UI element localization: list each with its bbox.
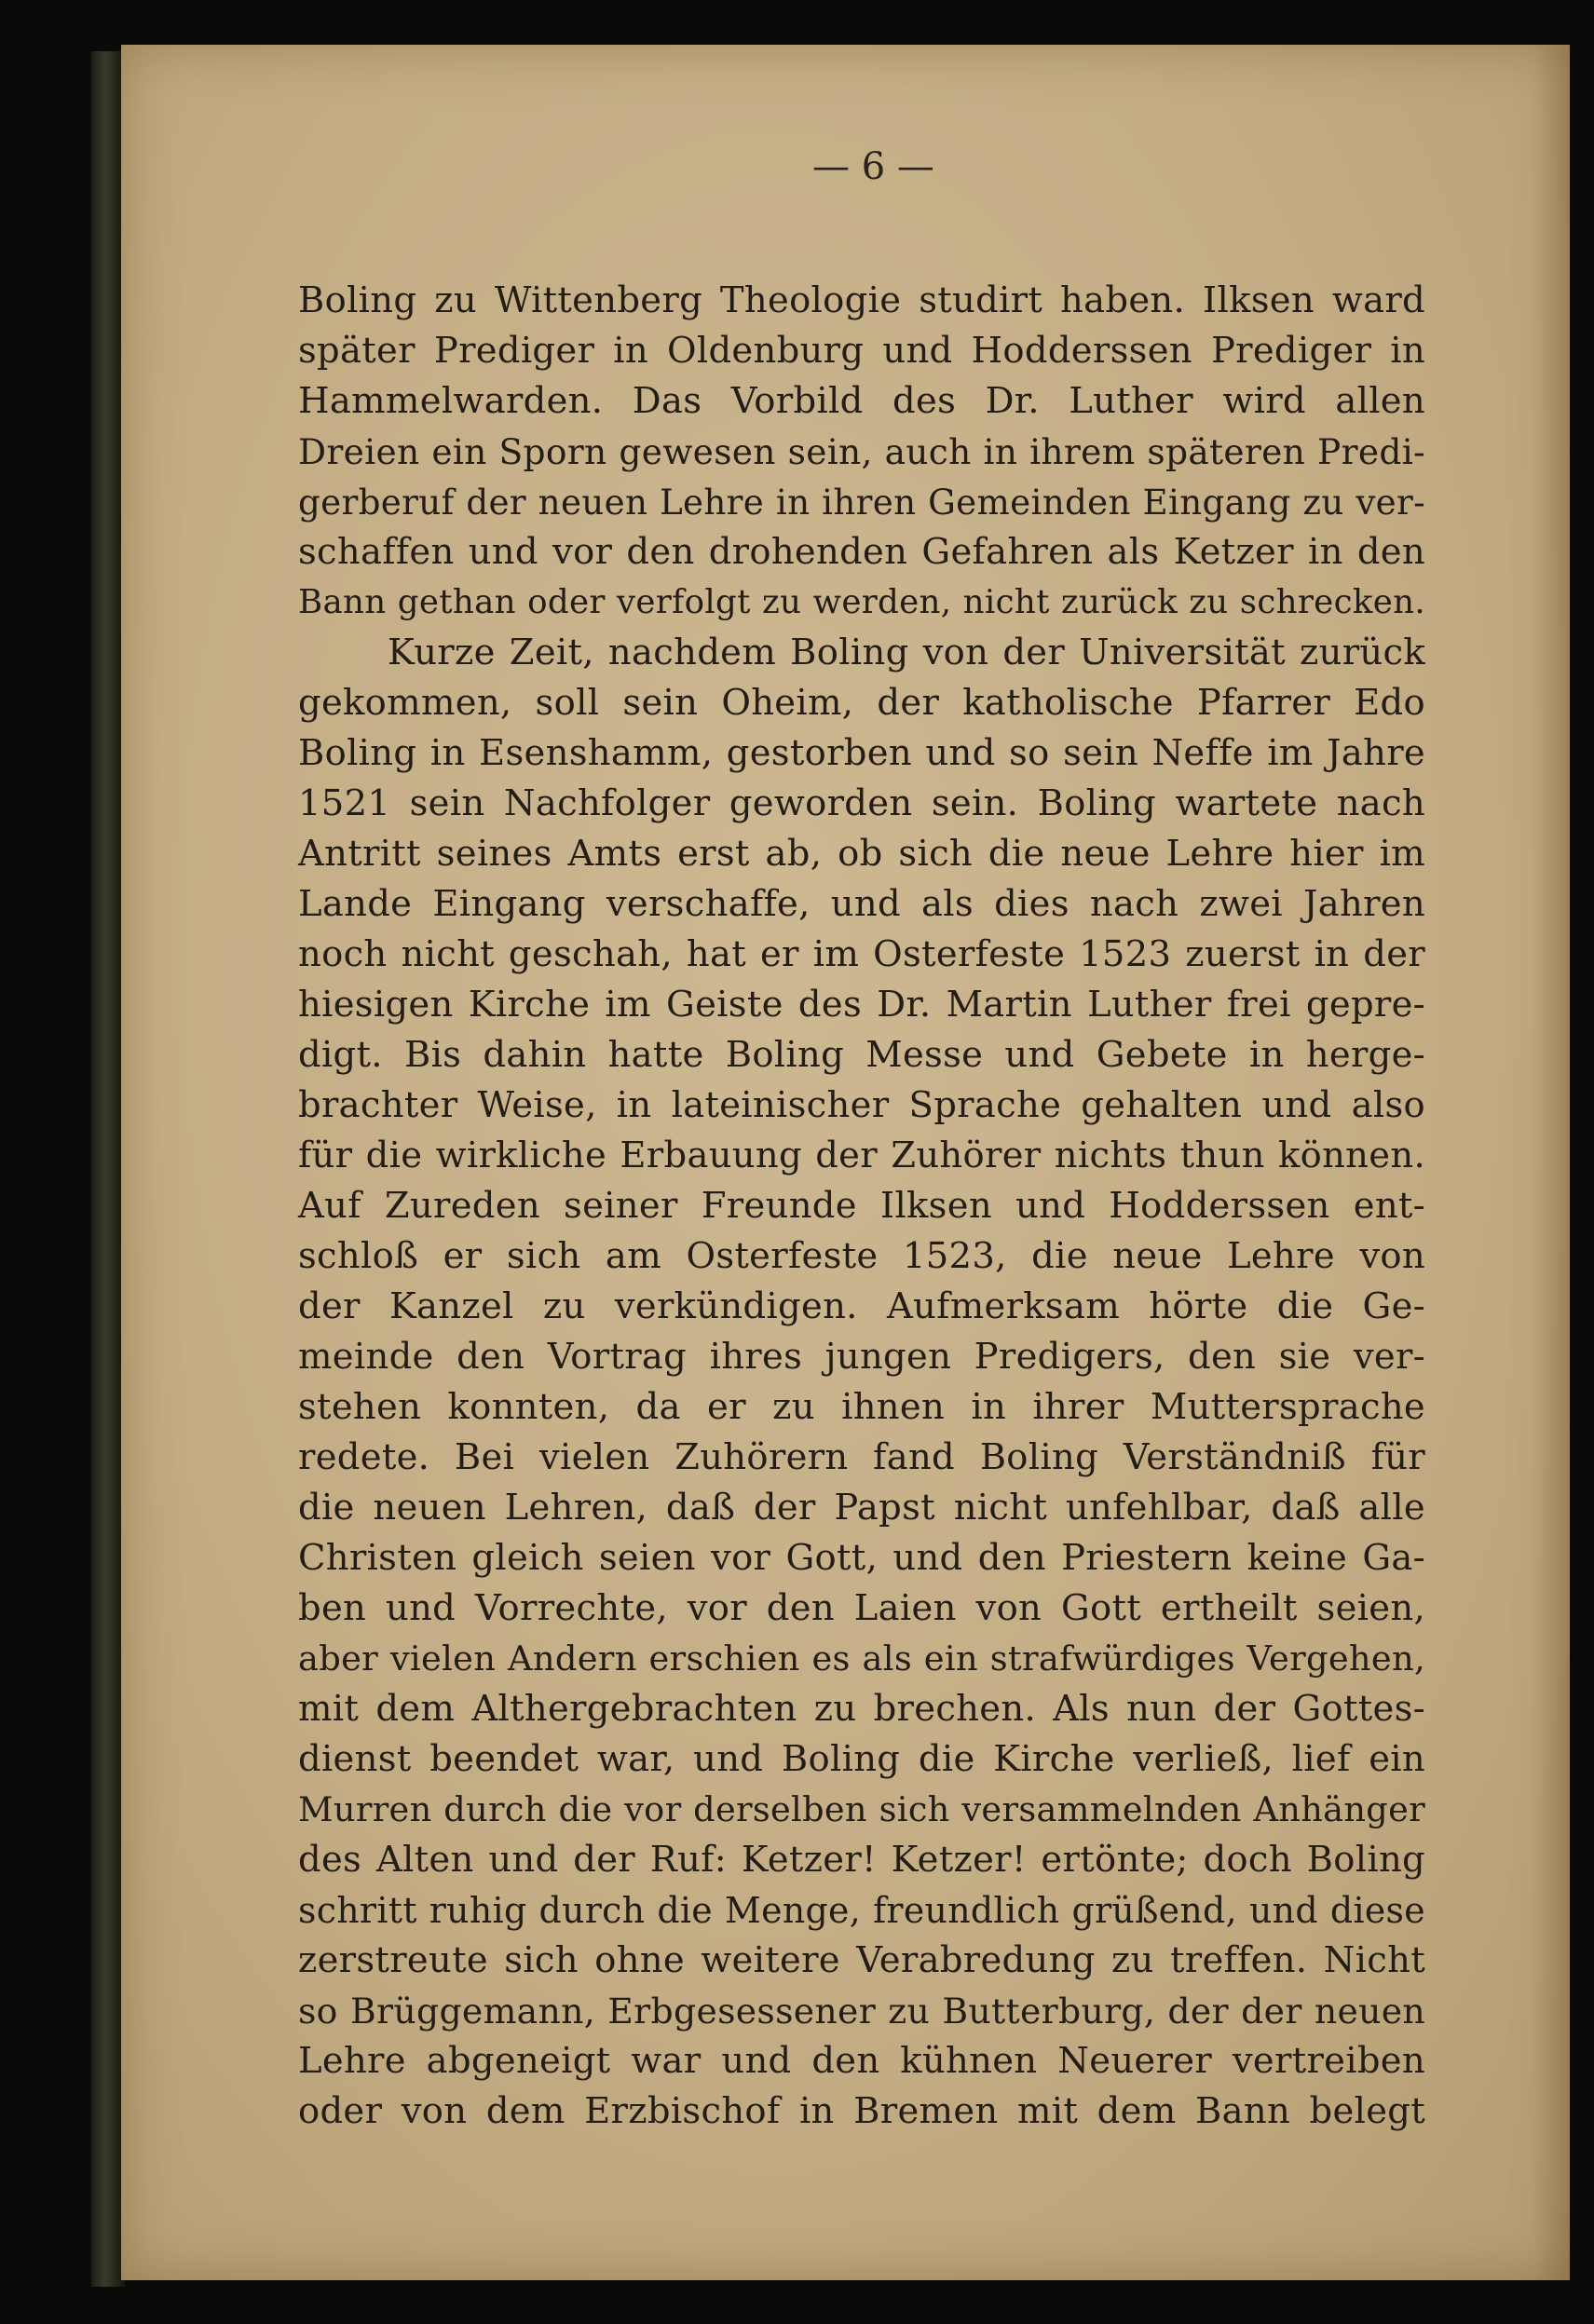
text-line: hiesigen Kirche im Geiste des Dr. Martin Luther frei gepre- — [298, 984, 1425, 1026]
text-line: Murren durch die vor derselben sich versammelnden Anhänger — [298, 1789, 1425, 1829]
text-line: gekommen, soll sein Oheim, der katholische Pfarrer Edo — [298, 682, 1425, 724]
text-line: Auf Zureden seiner Freunde Ilksen und Hodderssen ent- — [298, 1185, 1425, 1227]
text-line: Bann gethan oder verfolgt zu werden, nicht zurück zu schrecken. — [298, 583, 1425, 621]
text-line: Boling in Esenshamm, gestorben und so sein Neffe im Jahre — [298, 732, 1425, 774]
text-line: redete. Bei vielen Zuhörern fand Boling Verständniß für — [298, 1436, 1425, 1478]
body-text — [298, 276, 1425, 2137]
page-number: — 6 — — [812, 145, 934, 188]
text-line: brachter Weise, in lateinischer Sprache gehalten und also — [298, 1084, 1425, 1126]
text-line: aber vielen Andern erschien es als ein strafwürdiges Vergehen, — [298, 1638, 1425, 1678]
text-line: zerstreute sich ohne weitere Verabredung zu treffen. Nicht — [298, 1939, 1425, 1981]
text-line: digt. Bis dahin hatte Boling Messe und Gebete in herge- — [298, 1034, 1425, 1076]
text-line: Lande Eingang verschaffe, und als dies nach zwei Jahren — [298, 883, 1425, 925]
text-line: der Kanzel zu verkündigen. Aufmerksam hörte die Ge- — [298, 1285, 1425, 1327]
text-line: dienst beendet war, und Boling die Kirche verließ, lief ein — [298, 1738, 1425, 1780]
text-line: stehen konnten, da er zu ihnen in ihrer Muttersprache — [298, 1386, 1425, 1428]
text-line: Kurze Zeit, nachdem Boling von der Universität zurück — [388, 632, 1425, 673]
text-line: Dreien ein Sporn gewesen sein, auch in ihrem späteren Predi- — [298, 431, 1425, 472]
text-line: Lehre abgeneigt war und den kühnen Neuerer vertreiben — [298, 2040, 1425, 2082]
text-line: Hammelwarden. Das Vorbild des Dr. Luther wird allen — [298, 380, 1425, 422]
text-line: schloß er sich am Osterfeste 1523, die neue Lehre von — [298, 1235, 1425, 1277]
text-line: Antritt seines Amts erst ab, ob sich die neue Lehre hier im — [298, 833, 1425, 875]
text-line: gerberuf der neuen Lehre in ihren Gemeinden Eingang zu ver- — [298, 482, 1425, 523]
text-line: meinde den Vortrag ihres jungen Predigers, den sie ver- — [298, 1336, 1425, 1378]
book-spine — [91, 51, 125, 2287]
text-line: schaffen und vor den drohenden Gefahren als Ketzer in den — [298, 531, 1425, 573]
text-line: für die wirkliche Erbauung der Zuhörer nichts thun können. — [298, 1135, 1425, 1176]
text-line: mit dem Althergebrachten zu brechen. Als nun der Gottes- — [298, 1688, 1425, 1730]
page-edge — [1533, 45, 1570, 2280]
text-line: ben und Vorrechte, vor den Laien von Gott ertheilt seien, — [298, 1587, 1425, 1629]
text-line: schritt ruhig durch die Menge, freundlich grüßend, und diese — [298, 1890, 1425, 1931]
text-line: des Alten und der Ruf: Ketzer! Ketzer! ertönte; doch Boling — [298, 1839, 1425, 1881]
text-line: die neuen Lehren, daß der Papst nicht unfehlbar, daß alle — [298, 1487, 1425, 1529]
text-line: oder von dem Erzbischof in Bremen mit dem Bann belegt — [298, 2090, 1425, 2132]
text-line: Christen gleich seien vor Gott, und den Priestern keine Ga- — [298, 1537, 1425, 1579]
text-line: Boling zu Wittenberg Theologie studirt haben. Ilksen ward — [298, 279, 1425, 321]
book-page — [121, 45, 1570, 2280]
text-line: so Brüggemann, Erbgesessener zu Butterburg, der der neuen — [298, 1991, 1425, 2032]
text-line: noch nicht geschah, hat er im Osterfeste 1523 zuerst in der — [298, 933, 1425, 975]
text-line: später Prediger in Oldenburg und Hodderssen Prediger in — [298, 330, 1425, 372]
text-line: 1521 sein Nachfolger geworden sein. Boling wartete nach — [298, 782, 1425, 824]
